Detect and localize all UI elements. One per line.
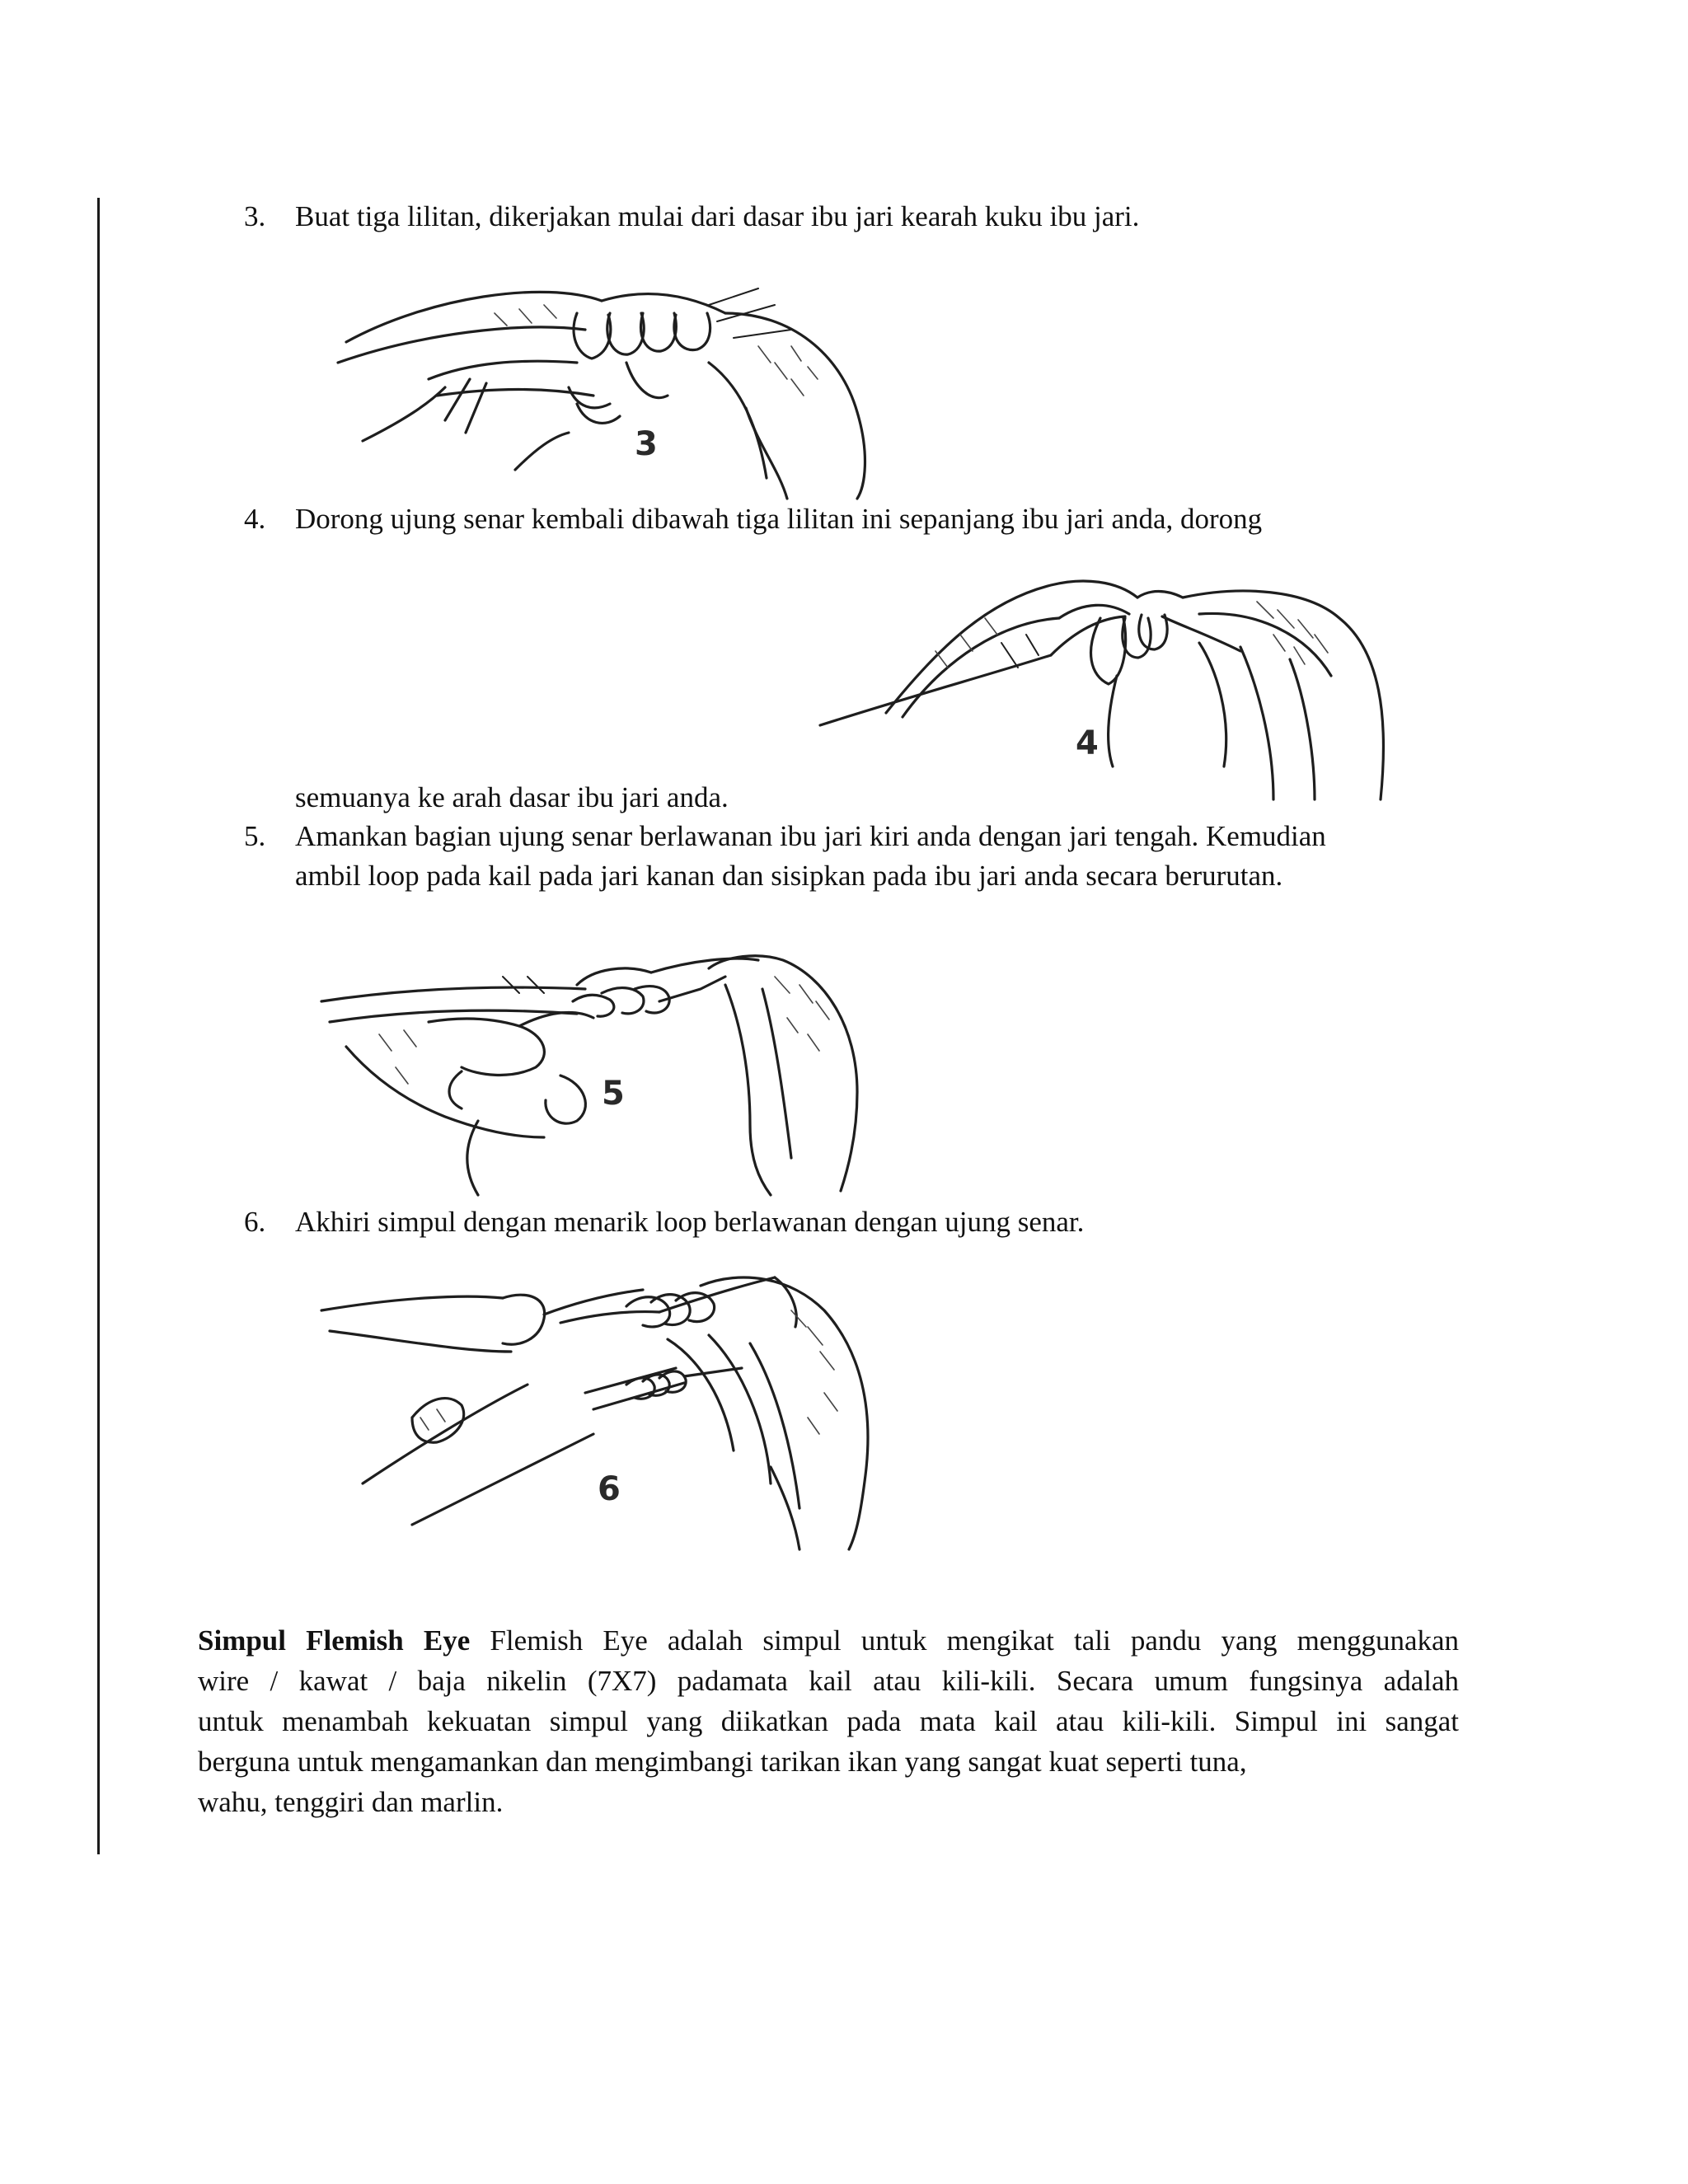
figure-label: 4 xyxy=(1076,724,1099,762)
figure-3 xyxy=(330,264,890,499)
paragraph-line xyxy=(198,1620,1459,1661)
paragraph-line: untuk menambah kekuatan simpul yang diikatkan pada mata kail atau kili-kili. Simpul ini sangat xyxy=(198,1705,1459,1737)
figure-6 xyxy=(313,1261,890,1574)
section-title: Simpul Flemish Eye xyxy=(198,1624,471,1657)
margin-rule xyxy=(97,198,100,1854)
section-flemish-eye xyxy=(198,1620,1459,1822)
figure-5 xyxy=(313,911,882,1195)
step-number: 3. xyxy=(244,200,266,232)
paragraph-line: wire / kawat / baja nikelin (7X7) padamata kail atau kili-kili. Secara umum fungsinya adalah xyxy=(198,1665,1459,1697)
step-number: 4. xyxy=(244,503,266,535)
step-number: 6. xyxy=(244,1206,266,1238)
hands-finish-knot-icon xyxy=(313,1261,890,1574)
figure-4 xyxy=(812,552,1405,808)
paragraph-line: wahu, tenggiri dan marlin. xyxy=(198,1786,504,1818)
step-text-line: semuanya ke arah dasar ibu jari anda. xyxy=(295,781,729,813)
figure-label: 6 xyxy=(598,1470,621,1508)
step-number: 5. xyxy=(244,820,266,852)
step-text-line: Akhiri simpul dengan menarik loop berlawanan dengan ujung senar. xyxy=(295,1206,1085,1238)
paragraph-text: Flemish Eye adalah simpul untuk mengikat tali pandu yang menggunakan xyxy=(490,1624,1460,1657)
figure-label: 3 xyxy=(635,425,658,463)
hands-secure-loop-icon xyxy=(313,911,882,1195)
hands-push-line-icon xyxy=(812,552,1405,808)
step-text-line: ambil loop pada kail pada jari kanan dan sisipkan pada ibu jari anda secara berurutan. xyxy=(295,860,1283,892)
step-text-line: Dorong ujung senar kembali dibawah tiga lilitan ini sepanjang ibu jari anda, dorong xyxy=(295,503,1263,535)
step-text-line: Amankan bagian ujung senar berlawanan ibu jari kiri anda dengan jari tengah. Kemudian xyxy=(295,820,1326,852)
step-text-line: Buat tiga lilitan, dikerjakan mulai dari dasar ibu jari kearah kuku ibu jari. xyxy=(295,200,1140,232)
hands-three-wraps-icon xyxy=(330,264,890,499)
figure-label: 5 xyxy=(602,1075,625,1113)
paragraph-line: berguna untuk mengamankan dan mengimbangi tarikan ikan yang sangat kuat seperti tuna, xyxy=(198,1746,1247,1778)
